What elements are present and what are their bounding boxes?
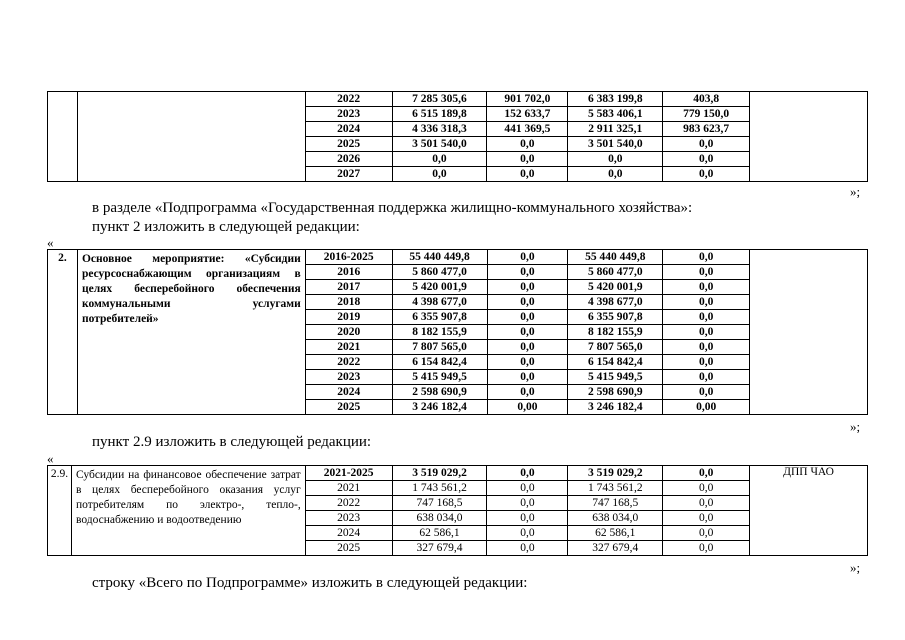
table-row: 2024 4 336 318,3 441 369,5 2 911 325,1 983 623,7 [48,122,868,137]
open-quote: « [47,235,54,250]
table-row: 2023 638 034,0 0,0 638 034,0 0,0 [48,511,868,526]
table-row: 2024 62 586,1 0,0 62 586,1 0,0 [48,526,868,541]
table-row: 2020 8 182 155,9 0,0 8 182 155,9 0,0 [48,325,868,340]
open-quote: « [47,451,54,466]
table-1 [47,91,868,182]
paragraph: пункт 2.9 изложить в следующей редакции: [92,434,372,450]
paragraph: в разделе «Подпрограмма «Государственная поддержка жилищно-коммунального хозяйства»: [92,200,693,216]
table-row: 2021 1 743 561,2 0,0 1 743 561,2 0,0 [48,481,868,496]
item-number: 2. [48,250,78,415]
table-2 [47,249,868,415]
table-row: 2026 0,0 0,0 0,0 0,0 [48,152,868,167]
table-row: 2022 7 285 305,6 901 702,0 6 383 199,8 403,8 [48,92,868,107]
table-row: 2.9. Субсидии на финансовое обеспечение затрат в целях бесперебойного оказания услуг потребителям по электро-, тепло-, водоснабжению и водоотведению 2021-2025 3 519 029,2 0,0 3 519 029,2 0,0 ДПП ЧАО [48,466,868,481]
table-row: 2023 6 515 189,8 152 633,7 5 583 406,1 779 150,0 [48,107,868,122]
table-row: 2025 3 246 182,4 0,00 3 246 182,4 0,00 [48,400,868,415]
table-row: 2024 2 598 690,9 0,0 2 598 690,9 0,0 [48,385,868,400]
item-description: Основное мероприятие: «Субсидии ресурсоснабжающим организациям в целях бесперебойного обеспечения коммунальными услугами потребителей» [77,250,305,415]
table-row: 2019 6 355 907,8 0,0 6 355 907,8 0,0 [48,310,868,325]
paragraph: строку «Всего по Подпрограмме» изложить в следующей редакции: [92,575,528,591]
table-row: 2017 5 420 001,9 0,0 5 420 001,9 0,0 [48,280,868,295]
item-number: 2.9. [48,466,72,556]
paragraph: пункт 2 изложить в следующей редакции: [92,219,360,235]
table-row: 2025 3 501 540,0 0,0 3 501 540,0 0,0 [48,137,868,152]
table-row: 2022 747 168,5 0,0 747 168,5 0,0 [48,496,868,511]
item-description: Субсидии на финансовое обеспечение затрат в целях бесперебойного оказания услуг потребителям по электро-, тепло-, водоснабжению и водоотведению [71,466,305,556]
table-row: 2023 5 415 949,5 0,0 5 415 949,5 0,0 [48,370,868,385]
table-3 [47,465,868,556]
table-row: 2021 7 807 565,0 0,0 7 807 565,0 0,0 [48,340,868,355]
table-row: 2022 6 154 842,4 0,0 6 154 842,4 0,0 [48,355,868,370]
close-quote: »; [850,184,861,199]
table-row: 2025 327 679,4 0,0 327 679,4 0,0 [48,541,868,556]
table-row: 2016 5 860 477,0 0,0 5 860 477,0 0,0 [48,265,868,280]
table-row: 2027 0,0 0,0 0,0 0,0 [48,167,868,182]
table-row: 2. Основное мероприятие: «Субсидии ресурсоснабжающим организациям в целях бесперебойного обеспечения коммунальными услугами потребителей» 2016-2025 55 440 449,8 0,0 55 440 449,8 0,0 [48,250,868,265]
close-quote: »; [850,419,861,434]
executor: ДПП ЧАО [750,466,868,556]
close-quote: »; [850,560,861,575]
table-row: 2018 4 398 677,0 0,0 4 398 677,0 0,0 [48,295,868,310]
